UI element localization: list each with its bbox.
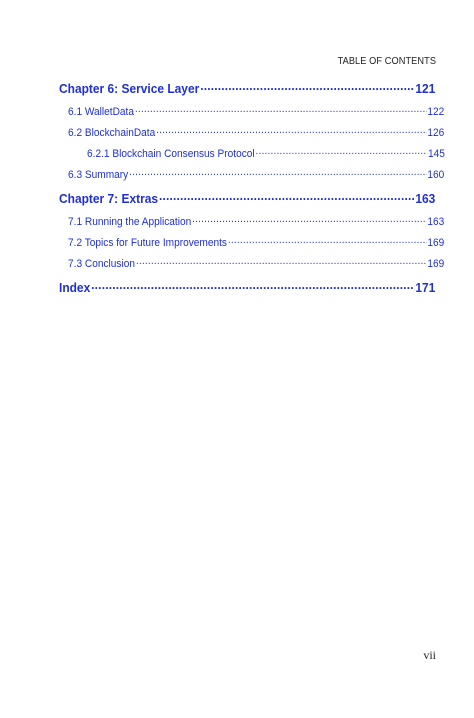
toc-entry-page: 126	[427, 127, 445, 139]
dot-leader	[156, 125, 426, 136]
toc-entry-label: Chapter 7: Extras	[59, 191, 159, 206]
dot-leader	[192, 214, 426, 225]
dot-leader	[136, 256, 427, 267]
page-number: vii	[423, 648, 436, 662]
toc-entry-7-3[interactable]	[68, 256, 444, 270]
running-head: TABLE OF CONTENTS	[337, 56, 436, 67]
toc-entry-page: 160	[427, 169, 445, 181]
toc-entry-page: 169	[427, 258, 445, 270]
dot-leader	[200, 80, 414, 93]
toc-entry-label: 6.1 WalletData	[68, 106, 135, 118]
dot-leader	[256, 146, 428, 157]
toc-entry-page: 169	[427, 237, 445, 249]
toc-entry-label: 7.1 Running the Application	[68, 216, 192, 228]
dot-leader	[91, 279, 414, 292]
toc-entry-chapter-7[interactable]	[59, 190, 435, 206]
toc-entry-page: 122	[427, 106, 445, 118]
toc-entry-index[interactable]	[59, 279, 435, 295]
dot-leader	[135, 104, 427, 115]
toc-entry-label: 7.3 Conclusion	[68, 258, 135, 270]
toc-entry-label: 7.2 Topics for Future Improvements	[68, 237, 228, 249]
toc-entry-page: 163	[415, 191, 436, 206]
toc-entry-page: 145	[427, 148, 445, 160]
toc-entry-label: Index	[59, 280, 91, 295]
toc-entry-chapter-6[interactable]	[59, 80, 435, 96]
toc-entry-6-3[interactable]	[68, 167, 444, 181]
toc-entry-6-2[interactable]	[68, 125, 444, 139]
toc-entry-6-2-1[interactable]	[87, 146, 445, 160]
dot-leader	[129, 167, 426, 178]
toc-entry-label: Chapter 6: Service Layer	[59, 81, 200, 96]
toc-entry-7-1[interactable]	[68, 214, 444, 228]
toc-entry-page: 121	[415, 81, 436, 96]
toc-entry-6-1[interactable]	[68, 104, 444, 118]
toc-entry-page: 171	[415, 280, 436, 295]
toc-entry-7-2[interactable]	[68, 235, 444, 249]
dot-leader	[159, 190, 414, 203]
toc-entry-label: 6.2 BlockchainData	[68, 127, 156, 139]
toc-entry-label: 6.3 Summary	[68, 169, 129, 181]
toc-entry-page: 163	[427, 216, 445, 228]
toc-entry-label: 6.2.1 Blockchain Consensus Protocol	[87, 148, 255, 160]
dot-leader	[228, 235, 427, 246]
